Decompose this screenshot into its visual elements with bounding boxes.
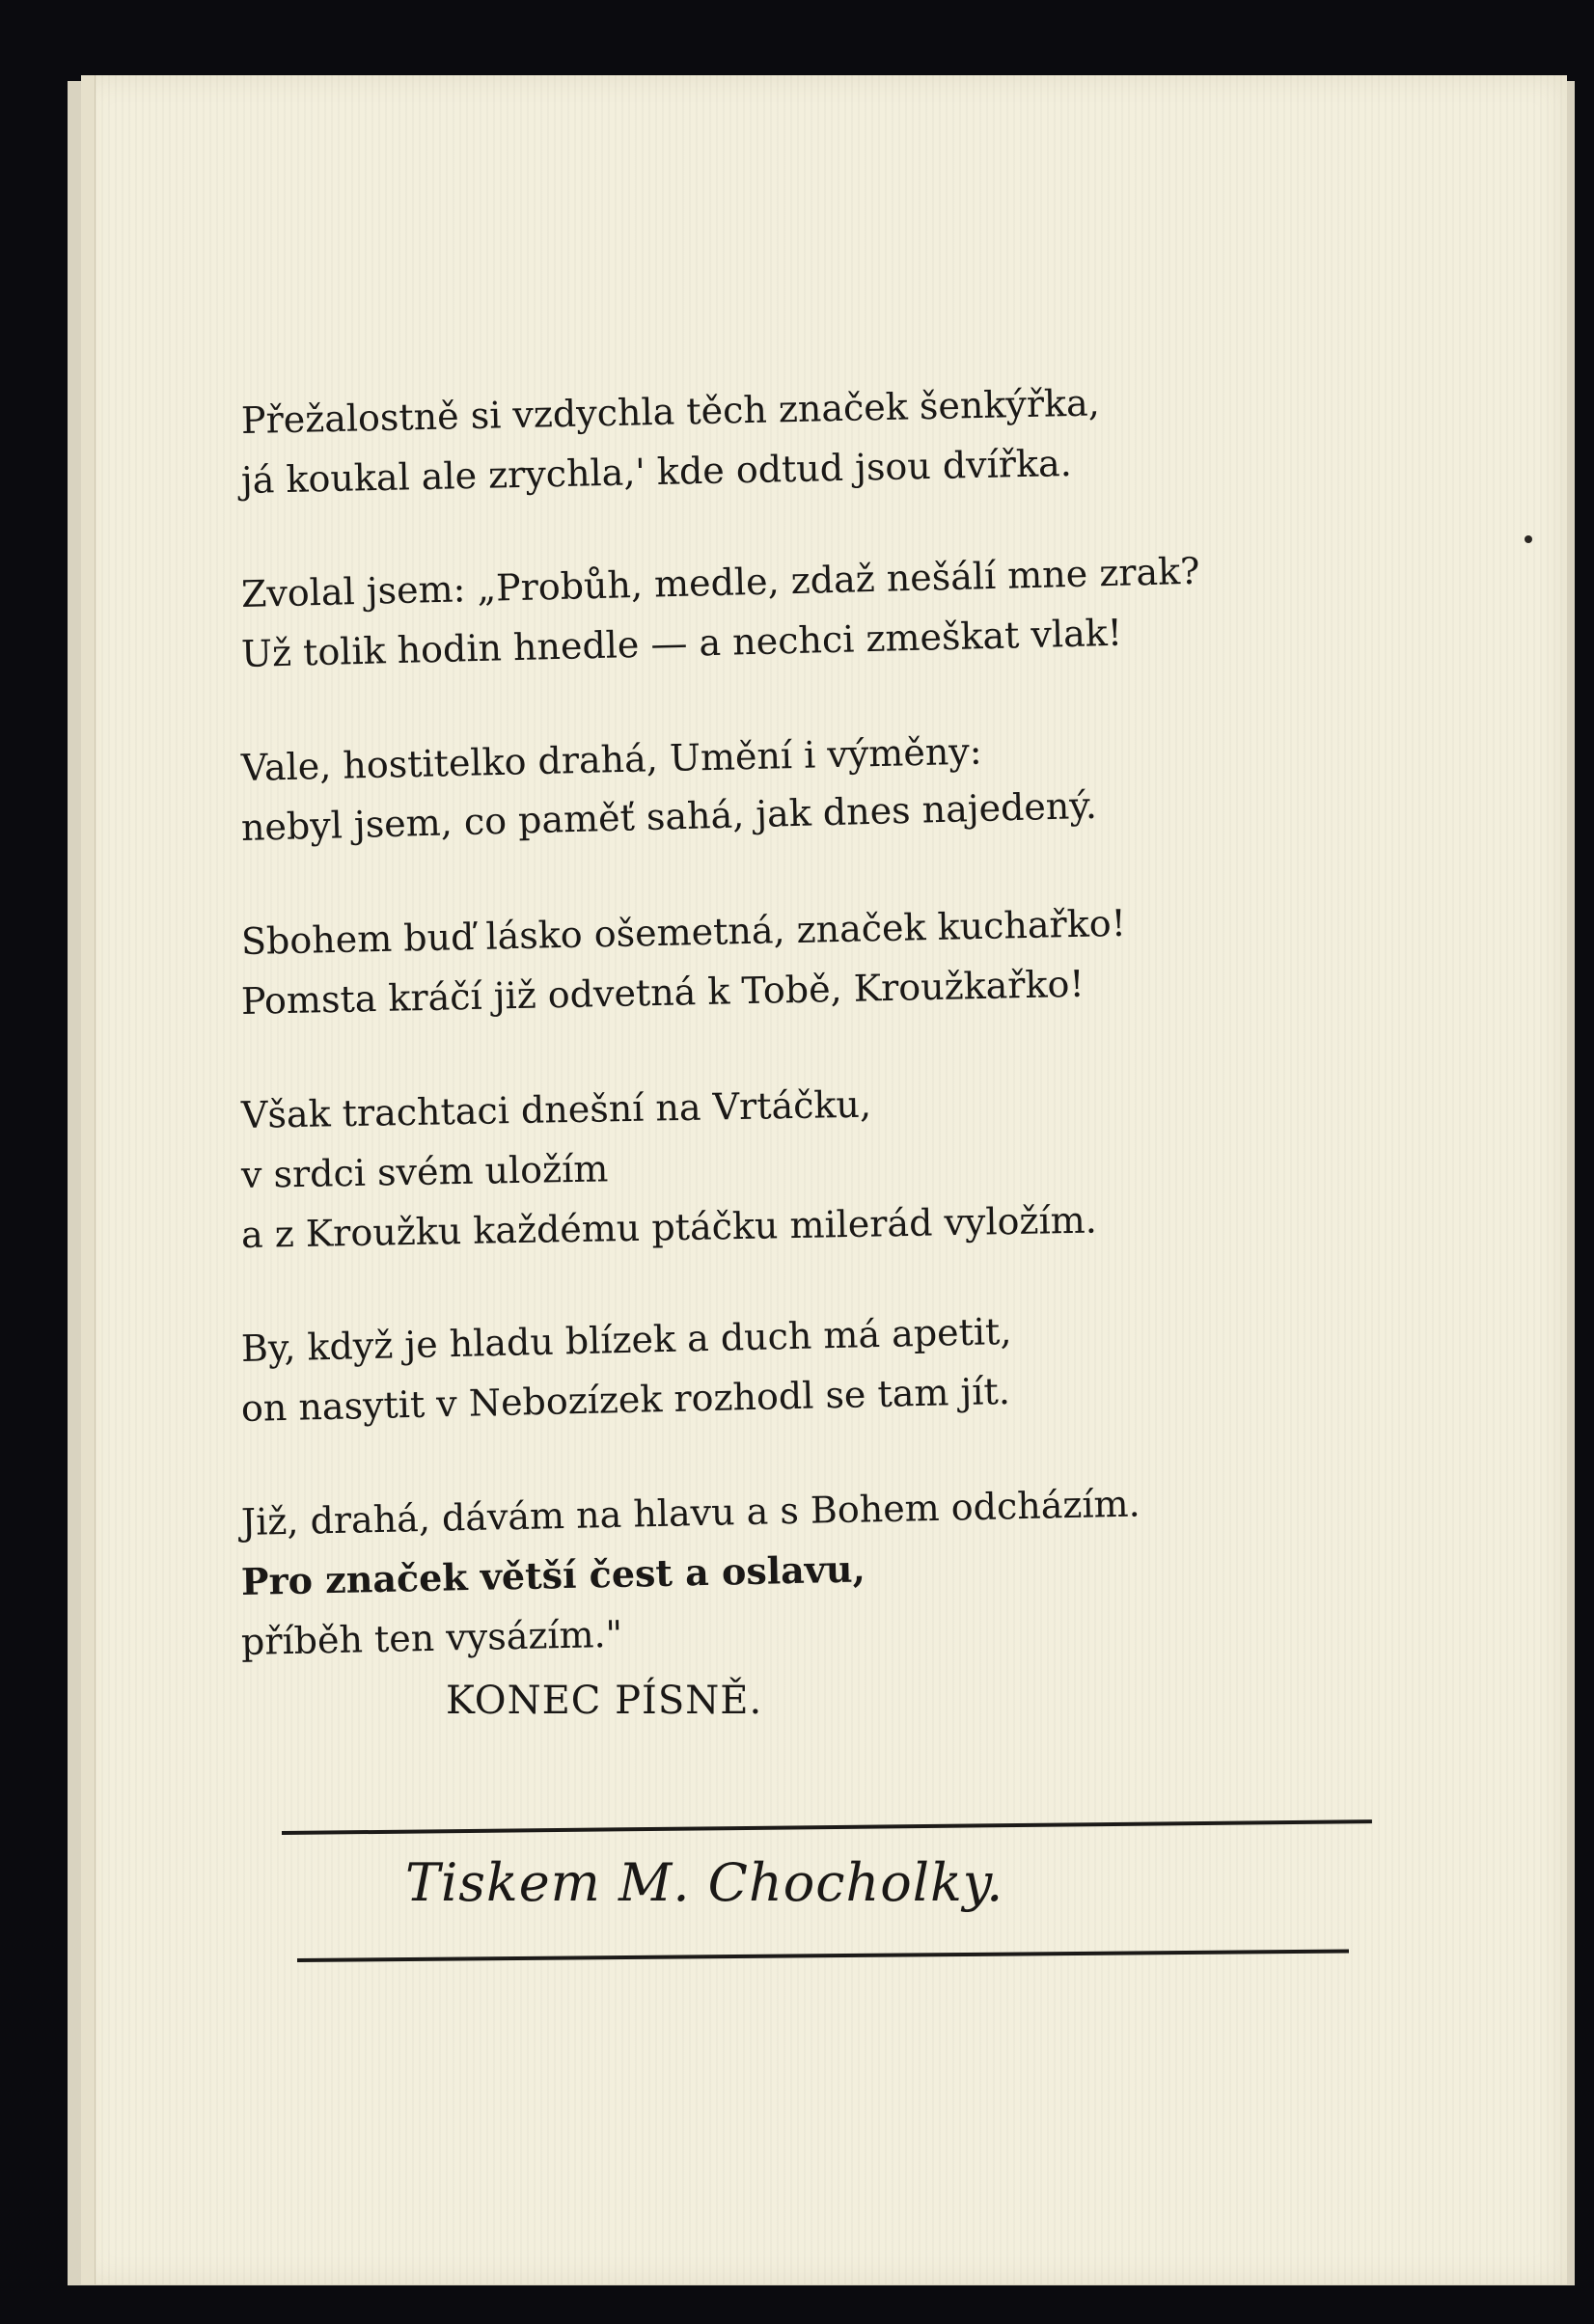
poem-line: a z Kroužku každému ptáčku milerád vyložím.: [240, 1198, 1098, 1256]
poem-line: Pomsta kráčí již odvetná k Tobě, Kroužkařko!: [240, 962, 1086, 1023]
stanza-3: [240, 729, 1399, 858]
stanza-2: [240, 549, 1399, 684]
poem-line: By, když je hladu blízek a duch má apetit,: [240, 1309, 1012, 1370]
stanza-4: [240, 901, 1399, 1031]
stanza-1: [240, 381, 1399, 510]
stanza-5: [240, 1082, 1399, 1265]
stanza-6: [240, 1309, 1399, 1438]
poem-line: Již, drahá, dávám na hlavu a s Bohem odcházím.: [240, 1482, 1141, 1544]
poem-line: Pro značek větší čest a oslavu,: [240, 1546, 866, 1603]
poem-line: příběh ten vysázím.": [240, 1612, 623, 1663]
ending-line: KONEC PÍSNĚ.: [446, 1679, 763, 1723]
printer-imprint: Tiskem M. Chocholky.: [405, 1852, 1004, 1913]
poem-line: v srdci svém uložím: [240, 1147, 609, 1196]
margin-mark: [1525, 535, 1532, 543]
poem-line: Sbohem buď lásko ošemetná, značek kuchařko!: [240, 901, 1127, 963]
poem-line: Zvolal jsem: „Probůh, medle, zdaž nešálí mne zrak?: [240, 549, 1201, 615]
poem: [240, 381, 1399, 1726]
poem-line: Vale, hostitelko drahá, Umění i výměny:: [240, 729, 983, 789]
poem-line: nebyl jsem, co paměť sahá, jak dnes najedený.: [240, 783, 1098, 849]
poem-line: Přežalostně si vzdychla těch značek šenkýřka,: [240, 381, 1101, 442]
page-edge: [81, 75, 96, 2284]
poem-line: Už tolik hodin hnedle — a nechci zmeškat vlak!: [240, 611, 1123, 675]
poem-line: já koukal ale zrychla,' kde odtud jsou dvířka.: [240, 441, 1073, 502]
poem-line: on nasytit v Nebozízek rozhodl se tam jít.: [240, 1369, 1011, 1430]
poem-line: Však trachtaci dnešní na Vrtáčku,: [240, 1082, 872, 1136]
stanza-7: [240, 1482, 1399, 1672]
